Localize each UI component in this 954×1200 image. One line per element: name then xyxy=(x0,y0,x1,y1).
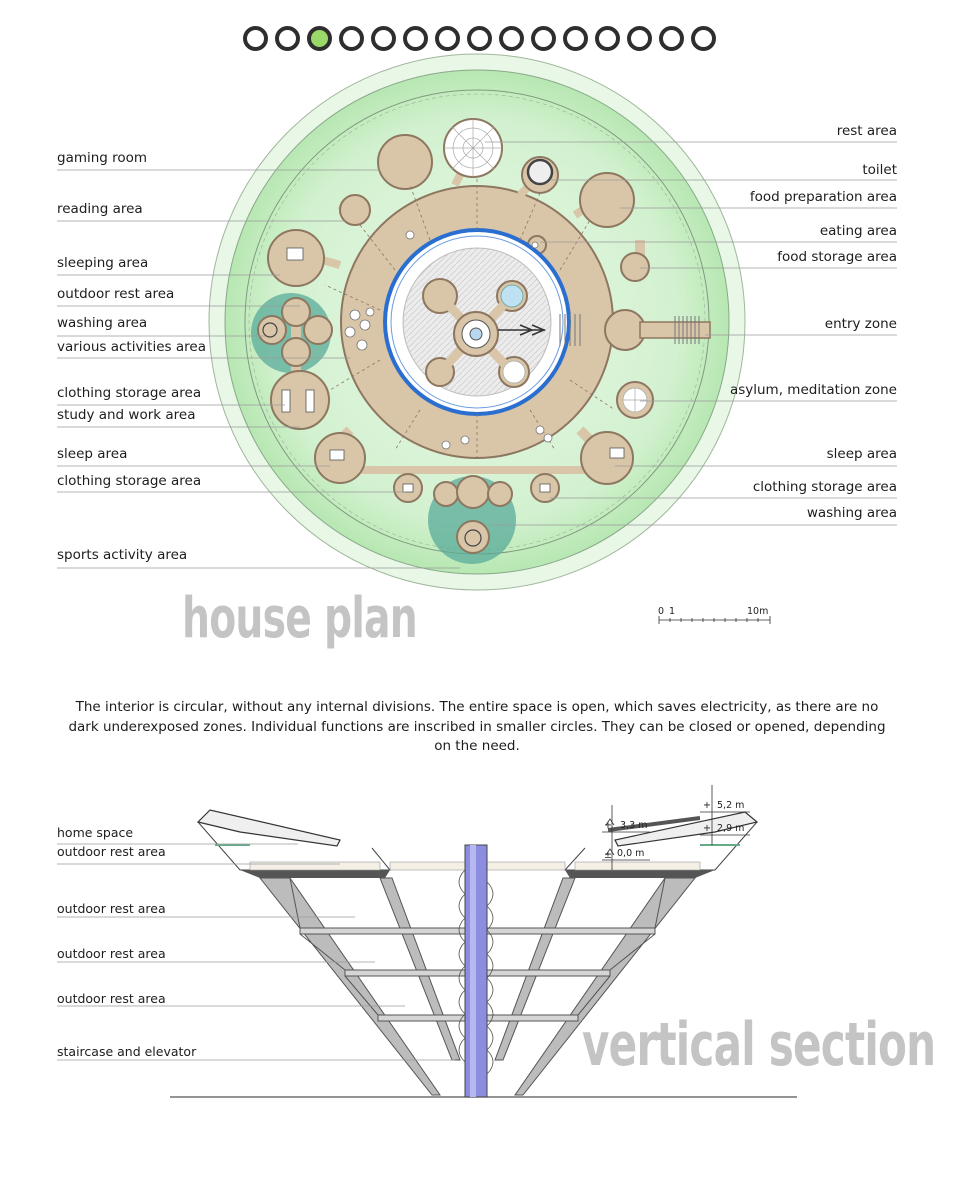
roof-left xyxy=(198,810,340,846)
scale-start: 0 xyxy=(658,606,665,617)
scale-end: 10m xyxy=(747,606,769,617)
label-rest-area: rest area xyxy=(836,123,897,139)
label-meditation-zone: asylum, meditation zone xyxy=(729,382,897,398)
label-food-preparation: food preparation area xyxy=(749,189,897,205)
label-clothing-storage-left-1: clothing storage area xyxy=(57,385,202,401)
level-sign-3: + xyxy=(703,800,711,811)
label-sleep-area-left: sleep area xyxy=(57,446,128,462)
scale-one: 1 xyxy=(669,606,676,617)
level-5-2m: 5,2 m xyxy=(717,800,745,811)
label-food-storage: food storage area xyxy=(777,249,897,265)
description-text: The interior is circular, without any internal divisions. The entire space is open, which saves electricity, as there are no dark underexposed zones. Individual functions are inscribed in smaller circles. They can be closed or opened, depending on the need. xyxy=(68,699,886,754)
vertical-section-title: vertical section xyxy=(582,1010,936,1080)
label-clothing-storage-left-2: clothing storage area xyxy=(57,473,202,489)
level-sign-2: ± xyxy=(604,850,612,861)
label-outdoor-rest-area: outdoor rest area xyxy=(57,286,175,302)
label-section-outdoor-rest-2: outdoor rest area xyxy=(57,901,166,916)
label-various-activities: various activities area xyxy=(57,339,206,355)
level-2-9m: 2,9 m xyxy=(717,823,745,834)
label-sports-activity-area: sports activity area xyxy=(57,547,188,563)
house-plan-title: house plan xyxy=(182,586,417,651)
label-clothing-storage-right: clothing storage area xyxy=(752,479,897,495)
label-sleep-area-right: sleep area xyxy=(826,446,897,462)
label-toilet: toilet xyxy=(862,162,897,178)
home-floor-slab xyxy=(240,870,390,878)
label-reading-area: reading area xyxy=(57,201,143,217)
level-sign-4: + xyxy=(703,823,711,834)
level-sign-1: + xyxy=(604,820,612,831)
label-washing-area-right: washing area xyxy=(806,505,897,521)
label-gaming-room: gaming room xyxy=(57,150,148,166)
label-eating-area: eating area xyxy=(819,223,897,239)
level-0-0m: 0,0 m xyxy=(617,848,645,859)
label-sleeping-area: sleeping area xyxy=(57,255,149,271)
label-home-space: home space xyxy=(57,825,134,840)
label-section-outdoor-rest-1: outdoor rest area xyxy=(57,844,166,859)
label-staircase-elevator: staircase and elevator xyxy=(57,1044,197,1059)
level-3-3m: 3,3 m xyxy=(620,820,648,831)
label-entry-zone: entry zone xyxy=(824,316,897,332)
label-section-outdoor-rest-4: outdoor rest area xyxy=(57,991,166,1006)
label-study-work-area: study and work area xyxy=(57,407,196,423)
label-washing-area-left: washing area xyxy=(57,315,148,331)
label-section-outdoor-rest-3: outdoor rest area xyxy=(57,946,166,961)
